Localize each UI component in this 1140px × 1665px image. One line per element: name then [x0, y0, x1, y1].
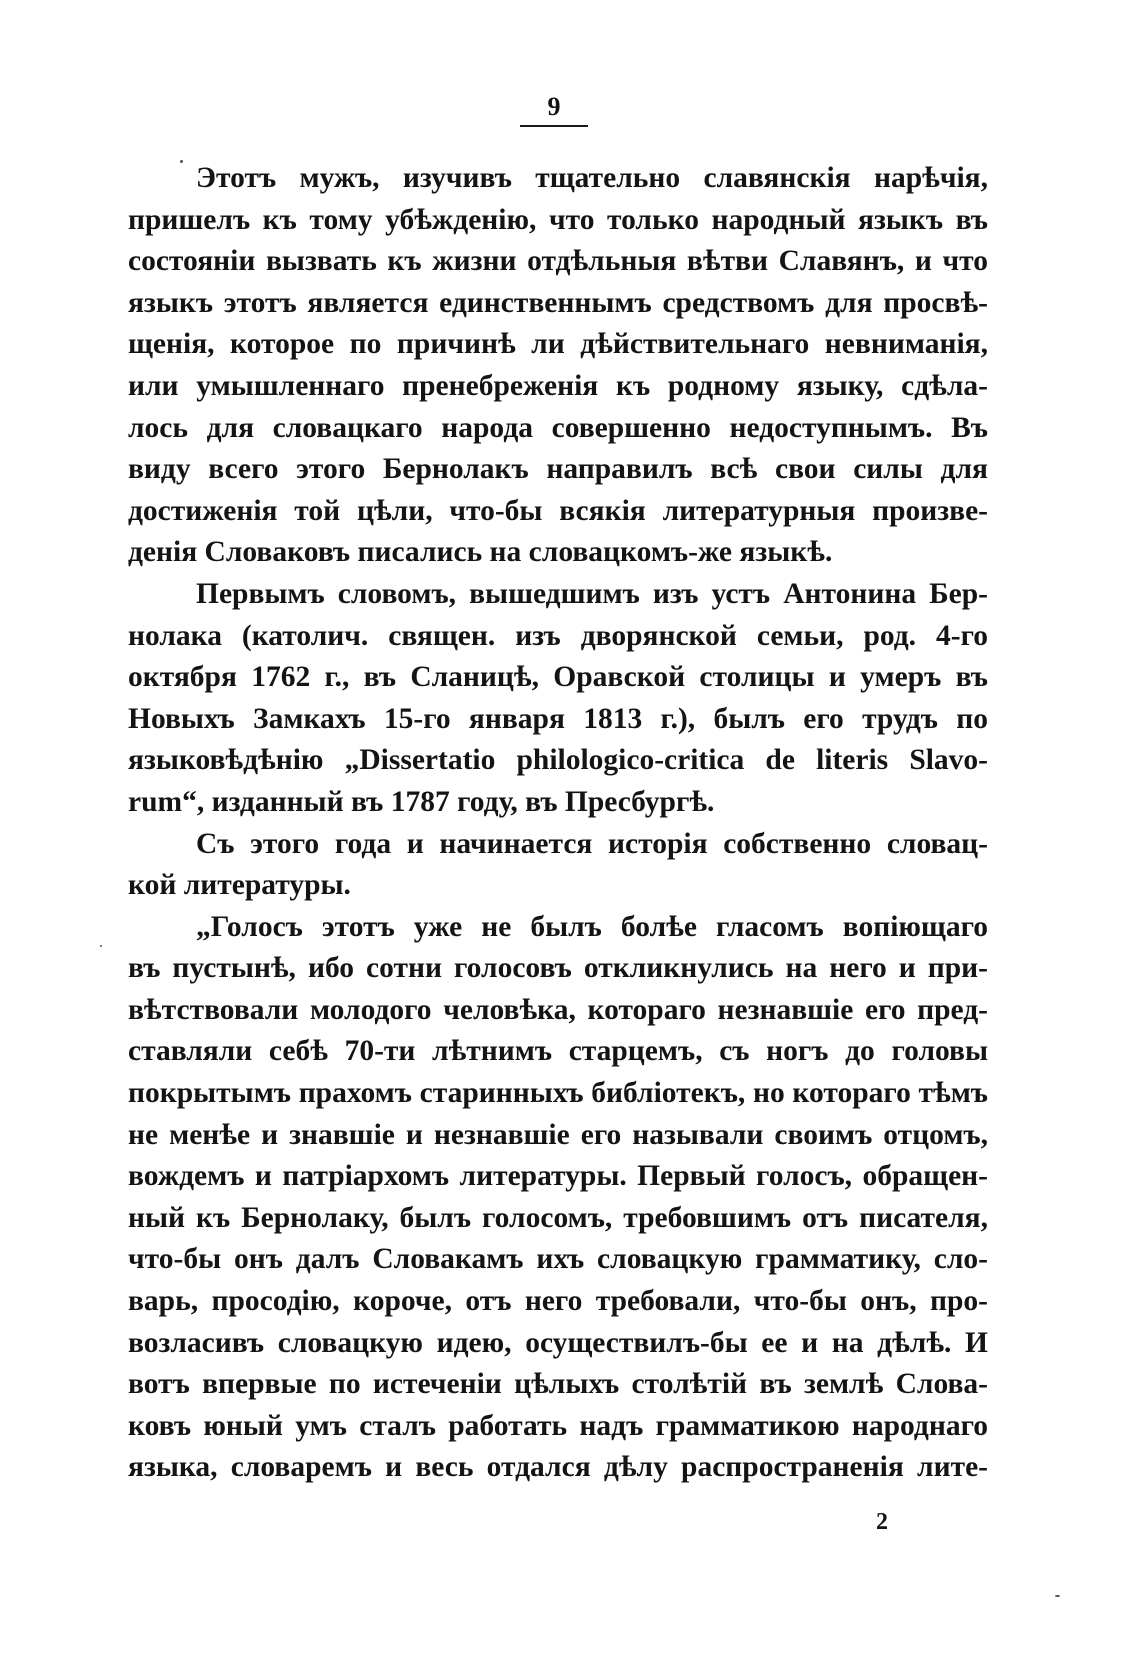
text-line: нолака (католич. священ. изъ дворянской семьи, род. 4-го	[128, 619, 988, 652]
signature-mark: 2	[876, 1509, 888, 1535]
text-line: возласивъ словацкую идею, осуществилъ-бы ее и на дѣлѣ. И	[128, 1326, 988, 1359]
text-line: или умышленнаго пренебреженія къ родному языку, сдѣла-	[128, 369, 988, 402]
paragraph	[128, 824, 988, 907]
text-line: лось для словацкаго народа совершенно недоступнымъ. Въ	[128, 411, 988, 444]
text-line: октября 1762 г., въ Сланицѣ, Оравской столицы и умеръ въ	[128, 661, 988, 694]
body-text	[128, 158, 988, 1489]
text-line: Этотъ мужъ, изучивъ тщательно славянскія нарѣчія,	[196, 162, 988, 194]
text-line: языкъ этотъ является единственнымъ средствомъ для просвѣ-	[128, 286, 988, 319]
paragraph	[128, 158, 988, 574]
text-line: не менѣе и знавшіе и незнавшіе его называли своимъ отцомъ,	[128, 1118, 988, 1151]
text-line: что-бы онъ далъ Словакамъ ихъ словацкую грамматику, сло-	[128, 1243, 988, 1276]
text-line: варь, просодію, короче, отъ него требовали, что-бы онъ, про-	[128, 1285, 988, 1318]
text-line: ный къ Бернолаку, былъ голосомъ, требовшимъ отъ писателя,	[128, 1201, 988, 1234]
text-line: Съ этого года и начинается исторія собственно словац-	[196, 827, 988, 860]
page-number: 9	[547, 92, 561, 121]
paragraph	[128, 907, 988, 1489]
text-line: въ пустынѣ, ибо сотни голосовъ откликнулись на него и при-	[128, 952, 988, 985]
text-line: вождемъ и патріархомъ литературы. Первый голосъ, обращен-	[128, 1160, 988, 1193]
text-line: языка, словаремъ и весь отдался дѣлу распространенія лите-	[128, 1451, 988, 1484]
text-line: языковѣдѣнію „Dissertatio philologico-critica de literis Slavo-	[128, 744, 988, 777]
page-number-rule	[520, 125, 588, 127]
text-line: пришелъ къ тому убѣжденію, что только народный языкъ въ	[128, 203, 988, 236]
text-line: „Голосъ этотъ уже не былъ болѣе гласомъ вопіющаго	[196, 910, 988, 943]
scan-speck	[1055, 1595, 1060, 1597]
scan-speck	[180, 160, 183, 163]
text-line: вѣтствовали молодого человѣка, котораго незнавшіе его пред-	[128, 993, 988, 1026]
text-line: кой литературы.	[128, 869, 351, 902]
text-line: щенія, которое по причинѣ ли дѣйствительнаго невниманія,	[128, 328, 988, 361]
text-line: состояніи вызвать къ жизни отдѣльныя вѣтви Славянъ, и что	[128, 245, 988, 278]
text-line: покрытымъ прахомъ старинныхъ библіотекъ, но котораго тѣмъ	[128, 1077, 988, 1110]
text-line: денія Словаковъ писались на словацкомъ-же языкѣ.	[128, 536, 833, 569]
text-line: Новыхъ Замкахъ 15-го января 1813 г.), былъ его трудъ по	[128, 702, 988, 735]
text-line: вотъ впервые по истеченіи цѣлыхъ столѣтій въ землѣ Слова-	[128, 1368, 988, 1401]
scan-speck	[100, 945, 102, 947]
text-line: ставляли себѣ 70-ти лѣтнимъ старцемъ, съ ногъ до головы	[128, 1035, 988, 1068]
text-line: ковъ юный умъ сталъ работать надъ грамматикою народнаго	[128, 1409, 988, 1442]
paragraph	[128, 574, 988, 824]
text-line: виду всего этого Бернолакъ направилъ всѣ свои силы для	[128, 453, 988, 486]
text-line: rum“, изданный въ 1787 году, въ Пресбургѣ.	[128, 785, 715, 818]
text-line: Первымъ словомъ, вышедшимъ изъ устъ Антонина Бер-	[196, 577, 988, 610]
text-line: достиженія той цѣли, что-бы всякія литературныя произве-	[128, 494, 988, 527]
